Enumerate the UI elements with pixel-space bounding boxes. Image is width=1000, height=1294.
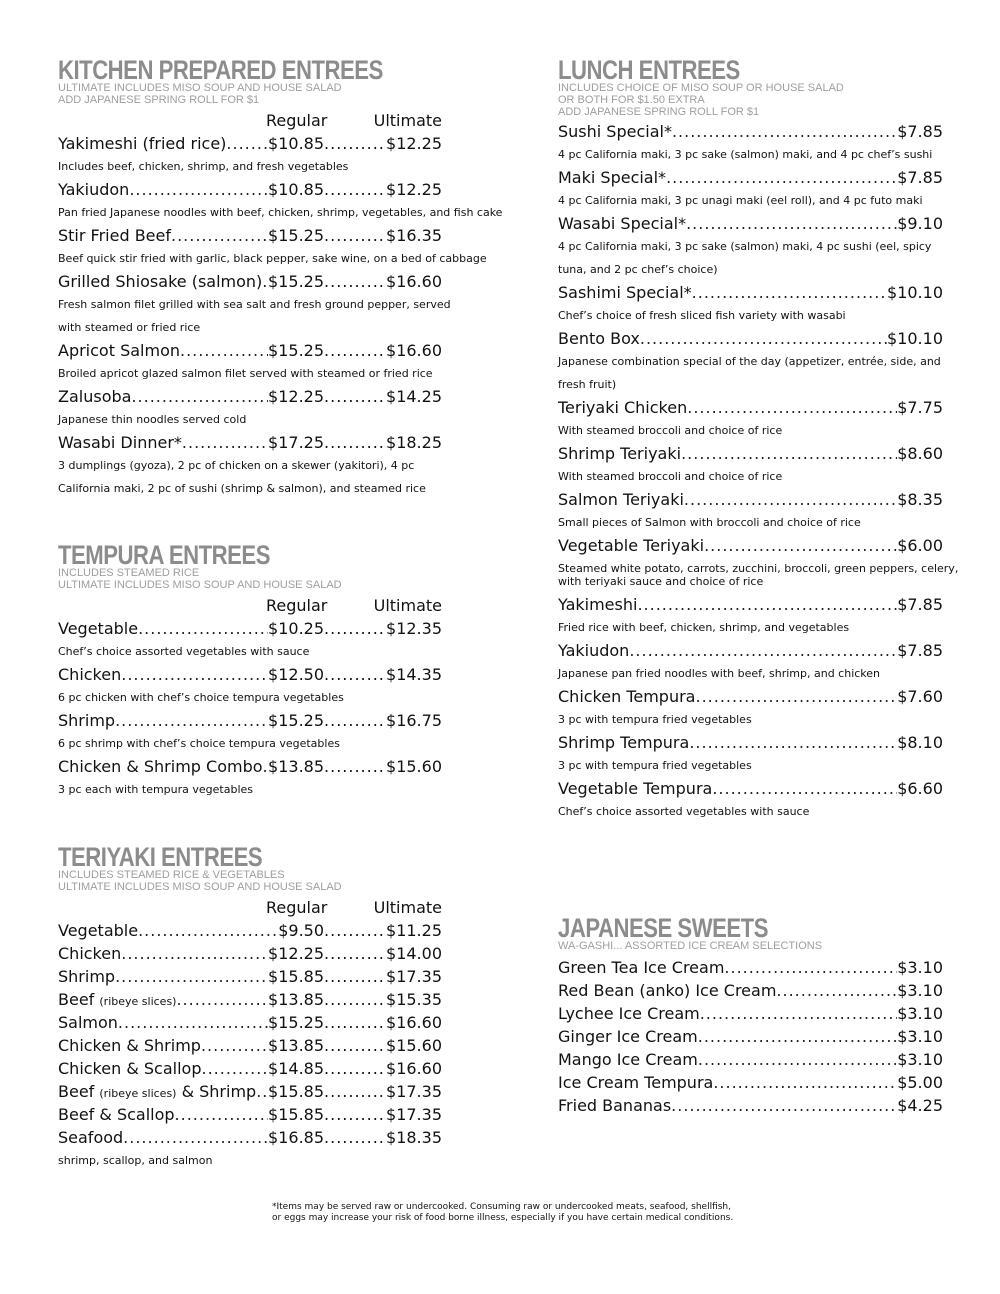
item-name: Teriyaki Chicken (558, 398, 688, 417)
item-price: $5.00 (897, 1073, 943, 1092)
menu-item (58, 339, 442, 362)
regular-price: $15.25 (268, 226, 325, 245)
menu-item (58, 178, 442, 201)
menu-item (558, 327, 943, 350)
leader-dots (324, 385, 386, 408)
column-header-regular: Regular (266, 111, 328, 130)
leader-dots (700, 1002, 897, 1025)
menu-item (558, 396, 943, 419)
item-name (58, 1057, 201, 1080)
item-name-text: Zalusoba (58, 387, 132, 406)
item-name-text: Chicken (58, 944, 122, 963)
item-description: Chef’s choice assorted vegetables with sauce (58, 645, 310, 658)
section-subtitle: INCLUDES CHOICE OF MISO SOUP OR HOUSE SALAD (558, 82, 844, 94)
section-subtitle: INCLUDES STEAMED RICE & VEGETABLES (58, 869, 285, 881)
item-name-text: Yakiudon (58, 180, 130, 199)
item-name-text: Yakimeshi (fried rice) (58, 134, 227, 153)
item-price: $6.60 (897, 779, 943, 798)
leader-dots (226, 132, 268, 155)
leader-dots (131, 385, 268, 408)
leader-dots (324, 942, 386, 965)
leader-dots (324, 755, 386, 778)
item-price: $6.00 (897, 536, 943, 555)
footnote (272, 1202, 742, 1224)
item-description: With steamed broccoli and choice of rice (558, 424, 783, 437)
ultimate-price: $16.60 (386, 1013, 442, 1032)
item-name (58, 965, 115, 988)
leader-dots (681, 442, 897, 465)
item-description: 3 pc with tempura fried vegetables (558, 713, 752, 726)
regular-price: $9.50 (278, 921, 325, 940)
item-name (58, 617, 138, 640)
leader-dots (324, 178, 386, 201)
leader-dots (324, 709, 386, 732)
menu-item (58, 663, 442, 686)
item-description: Includes beef, chicken, shrimp, and fresh vegetables (58, 160, 349, 173)
item-name-text: Shrimp (58, 711, 116, 730)
ultimate-price: $18.25 (386, 433, 442, 452)
item-description: fresh fruit) (558, 378, 617, 391)
teriyaki-note: shrimp, scallop, and salmon (58, 1154, 213, 1167)
tempura-entrees-section (58, 540, 442, 801)
menu-item (558, 1071, 943, 1094)
item-name-note: (ribeye slices) (99, 1087, 177, 1100)
leader-dots (724, 956, 897, 979)
leader-dots (171, 224, 268, 247)
item-name-text: Salmon (58, 1013, 118, 1032)
item-name: Vegetable Teriyaki (558, 536, 705, 555)
item-price: $3.10 (897, 1050, 943, 1069)
item-name: Sushi Special* (558, 122, 672, 141)
item-name-text: Beef (58, 1082, 95, 1101)
menu-item (58, 755, 442, 778)
menu-item (558, 212, 943, 235)
item-name (58, 385, 131, 408)
leader-dots (129, 178, 268, 201)
item-description-line: with teriyaki sauce and choice of rice (558, 575, 764, 588)
japanese-sweets-section (558, 913, 943, 1117)
item-name-text: Stir Fried Beef (58, 226, 171, 245)
ultimate-price: $17.35 (386, 967, 442, 986)
column-headers (58, 896, 442, 919)
regular-price: $15.25 (268, 341, 325, 360)
leader-dots (121, 942, 268, 965)
item-price: $3.10 (897, 1027, 943, 1046)
item-name: Mango Ice Cream (558, 1050, 698, 1069)
menu-item (58, 1103, 442, 1126)
item-name (58, 132, 226, 155)
column-header-ultimate: Ultimate (373, 111, 442, 130)
lunch-entrees-section (558, 55, 959, 823)
item-name (58, 988, 176, 1013)
item-description (558, 557, 959, 593)
item-name (58, 942, 121, 965)
item-description: Japanese combination special of the day (appetizer, entrée, side, and (558, 355, 941, 368)
ultimate-price: $16.75 (386, 711, 442, 730)
item-name: Bento Box (558, 329, 640, 348)
item-description: 6 pc shrimp with chef’s choice tempura vegetables (58, 737, 340, 750)
ultimate-price: $12.35 (386, 619, 442, 638)
item-name-text: Chicken & Shrimp Combo (58, 757, 263, 776)
menu-item (558, 593, 943, 616)
leader-dots (686, 212, 897, 235)
column-header-ultimate: Ultimate (373, 898, 442, 917)
regular-price: $12.25 (268, 944, 325, 963)
regular-price: $17.25 (268, 433, 325, 452)
leader-dots (695, 685, 897, 708)
menu-item (58, 431, 442, 454)
ultimate-price: $14.25 (386, 387, 442, 406)
regular-price: $13.85 (268, 1036, 325, 1055)
regular-price: $15.25 (268, 272, 325, 291)
item-name-text: Chicken (58, 665, 122, 684)
item-description: 3 pc with tempura fried vegetables (558, 759, 752, 772)
leader-dots (121, 663, 268, 686)
item-name-note: (ribeye slices) (99, 995, 177, 1008)
menu-item (58, 385, 442, 408)
item-description: tuna, and 2 pc chef’s choice) (558, 263, 718, 276)
leader-dots (115, 709, 268, 732)
regular-price: $15.85 (268, 1082, 325, 1101)
teriyaki-entrees-section (58, 842, 442, 1172)
ultimate-price: $17.35 (386, 1105, 442, 1124)
menu-item (558, 281, 943, 304)
menu-item (558, 685, 943, 708)
item-description: Small pieces of Salmon with broccoli and choice of rice (558, 516, 861, 529)
leader-dots (256, 1080, 268, 1103)
item-name-text: Apricot Salmon (58, 341, 180, 360)
menu-item (58, 1034, 442, 1057)
column-header-regular: Regular (266, 898, 328, 917)
item-price: $3.10 (897, 1004, 943, 1023)
item-price: $10.10 (887, 329, 943, 348)
menu-item (558, 166, 943, 189)
leader-dots (324, 1057, 386, 1080)
menu-item (558, 956, 943, 979)
regular-price: $12.25 (268, 387, 325, 406)
item-name: Yakimeshi (558, 595, 638, 614)
menu-item (558, 1048, 943, 1071)
leader-dots (180, 339, 268, 362)
regular-price: $12.50 (268, 665, 325, 684)
menu-item (558, 1094, 943, 1117)
leader-dots (629, 639, 897, 662)
item-description: 3 pc each with tempura vegetables (58, 783, 254, 796)
footnote-line: or eggs may increase your risk of food borne illness, especially if you have certain medical conditions. (272, 1213, 734, 1223)
leader-dots (713, 1071, 897, 1094)
leader-dots (689, 731, 897, 754)
leader-dots (324, 617, 386, 640)
item-description: 4 pc California maki, 3 pc sake (salmon) maki, 4 pc sushi (eel, spicy (558, 240, 932, 253)
item-price: $7.85 (897, 595, 943, 614)
item-name (58, 1103, 175, 1126)
item-name-text: Grilled Shiosake (salmon) (58, 272, 263, 291)
ultimate-price: $12.25 (386, 134, 442, 153)
regular-price: $13.85 (268, 990, 325, 1009)
item-name: Chicken Tempura (558, 687, 696, 706)
menu-item (58, 617, 442, 640)
leader-dots (324, 224, 386, 247)
leader-dots (692, 281, 887, 304)
menu-item (558, 639, 943, 662)
item-name-text: Chicken & Shrimp (58, 1036, 201, 1055)
item-name: Ginger Ice Cream (558, 1027, 698, 1046)
ultimate-price: $16.60 (386, 341, 442, 360)
item-price: $7.85 (897, 168, 943, 187)
item-name-text: Vegetable (58, 921, 139, 940)
item-description: Chef’s choice assorted vegetables with sauce (558, 805, 810, 818)
item-name-text: Beef (58, 990, 95, 1009)
ultimate-price: $17.35 (386, 1082, 442, 1101)
ultimate-price: $16.60 (386, 1059, 442, 1078)
menu-item (558, 120, 943, 143)
leader-dots (324, 663, 386, 686)
item-price: $8.60 (897, 444, 943, 463)
item-name (58, 1034, 201, 1057)
menu-item (58, 988, 442, 1011)
leader-dots (324, 1103, 386, 1126)
item-price: $9.10 (897, 214, 943, 233)
item-price: $8.35 (897, 490, 943, 509)
column-headers (58, 109, 442, 132)
menu-item (58, 919, 442, 942)
item-name (58, 919, 138, 942)
item-name: Shrimp Tempura (558, 733, 690, 752)
item-description: Broiled apricot glazed salmon filet served with steamed or fried rice (58, 367, 433, 380)
menu-item (558, 534, 943, 557)
menu-item (58, 132, 442, 155)
item-description: Fresh salmon filet grilled with sea salt and fresh ground pepper, served (58, 298, 451, 311)
leader-dots (324, 1011, 386, 1034)
section-subtitle: WA-GASHI... ASSORTED ICE CREAM SELECTIONS (558, 940, 823, 952)
regular-price: $10.85 (268, 134, 325, 153)
regular-price: $15.85 (268, 967, 325, 986)
menu-item (58, 1057, 442, 1080)
menu-item (558, 1002, 943, 1025)
leader-dots (324, 1034, 386, 1057)
ultimate-price: $14.00 (386, 944, 442, 963)
menu-item (58, 1080, 442, 1103)
item-name: Red Bean (anko) Ice Cream (558, 981, 777, 1000)
item-description: with steamed or fried rice (58, 321, 201, 334)
leader-dots (640, 327, 887, 350)
item-price: $7.85 (897, 641, 943, 660)
kitchen-prepared-entrees-section (58, 55, 503, 500)
menu-item (558, 979, 943, 1002)
ultimate-price: $15.60 (386, 757, 442, 776)
item-name: Maki Special* (558, 168, 667, 187)
leader-dots (115, 965, 268, 988)
item-name-text: Vegetable (58, 619, 139, 638)
menu-item (558, 731, 943, 754)
item-description: Pan fried Japanese noodles with beef, chicken, shrimp, vegetables, and fish cake (58, 206, 503, 219)
regular-price: $15.25 (268, 1013, 325, 1032)
item-description: California maki, 2 pc of sushi (shrimp & salmon), and steamed rice (58, 482, 426, 495)
leader-dots (672, 120, 897, 143)
ultimate-price: $18.35 (386, 1128, 442, 1147)
menu-item (58, 270, 442, 293)
leader-dots (637, 593, 897, 616)
item-name (58, 178, 129, 201)
menu-item (58, 1126, 442, 1149)
item-name: Ice Cream Tempura (558, 1073, 714, 1092)
leader-dots (671, 1094, 897, 1117)
leader-dots (123, 1126, 268, 1149)
menu-item (58, 942, 442, 965)
item-price: $7.60 (897, 687, 943, 706)
item-description: Beef quick stir fried with garlic, black pepper, sake wine, on a bed of cabbage (58, 252, 487, 265)
item-description: 4 pc California maki, 3 pc unagi maki (eel roll), and 4 pc futo maki (558, 194, 923, 207)
ultimate-price: $14.35 (386, 665, 442, 684)
leader-dots (175, 1103, 268, 1126)
ultimate-price: $16.60 (386, 272, 442, 291)
section-subtitle: ULTIMATE INCLUDES MISO SOUP AND HOUSE SALAD (58, 82, 342, 94)
section-title: TERIYAKI ENTREES (58, 842, 263, 872)
section-subtitle: ADD JAPANESE SPRING ROLL FOR $1 (558, 106, 760, 118)
section-subtitle: ADD JAPANESE SPRING ROLL FOR $1 (58, 94, 260, 106)
leader-dots (324, 431, 386, 454)
menu-item (558, 442, 943, 465)
leader-dots (138, 919, 278, 942)
item-name: Yakiudon (558, 641, 630, 660)
item-description: Chef’s choice of fresh sliced fish variety with wasabi (558, 309, 846, 322)
leader-dots (324, 919, 386, 942)
item-name-text: Shrimp (58, 967, 116, 986)
item-price: $3.10 (897, 981, 943, 1000)
leader-dots (712, 777, 897, 800)
leader-dots (324, 1126, 386, 1149)
item-description: Japanese pan fried noodles with beef, shrimp, and chicken (558, 667, 881, 680)
section-subtitle: ULTIMATE INCLUDES MISO SOUP AND HOUSE SALAD (58, 579, 342, 591)
section-subtitle: ULTIMATE INCLUDES MISO SOUP AND HOUSE SALAD (58, 881, 342, 893)
leader-dots (698, 1048, 897, 1071)
item-name (58, 431, 182, 454)
item-name (58, 663, 121, 686)
leader-dots (324, 965, 386, 988)
item-description: Japanese thin noodles served cold (58, 413, 247, 426)
regular-price: $10.85 (268, 180, 325, 199)
item-name: Fried Bananas (558, 1096, 672, 1115)
footnote-line: *Items may be served raw or undercooked. Consuming raw or undercooked meats, seafood, shellfish, (272, 1202, 731, 1212)
item-price: $3.10 (897, 958, 943, 977)
item-description-line: Steamed white potato, carrots, zucchini, broccoli, green peppers, celery, (558, 562, 959, 575)
item-name-text: Wasabi Dinner* (58, 433, 182, 452)
item-price: $8.10 (897, 733, 943, 752)
item-description: 3 dumplings (gyoza), 2 pc of chicken on a skewer (yakitori), 4 pc (58, 459, 415, 472)
item-price: $7.85 (897, 122, 943, 141)
column-header-regular: Regular (266, 596, 328, 615)
menu-item (58, 709, 442, 732)
section-title: TEMPURA ENTREES (58, 540, 270, 570)
section-title: JAPANESE SWEETS (558, 913, 768, 943)
section-title: LUNCH ENTREES (558, 55, 740, 85)
item-name: Lychee Ice Cream (558, 1004, 700, 1023)
regular-price: $13.85 (268, 757, 325, 776)
item-description: Fried rice with beef, chicken, shrimp, and vegetables (558, 621, 850, 634)
ultimate-price: $12.25 (386, 180, 442, 199)
leader-dots (684, 488, 897, 511)
item-price: $10.10 (887, 283, 943, 302)
leader-dots (324, 132, 386, 155)
menu-item (58, 965, 442, 988)
item-name-text: Seafood (58, 1128, 124, 1147)
regular-price: $15.25 (268, 711, 325, 730)
item-description: 4 pc California maki, 3 pc sake (salmon) maki, and 4 pc chef’s sushi (558, 148, 933, 161)
leader-dots (201, 1034, 268, 1057)
leader-dots (687, 396, 897, 419)
column-header-ultimate: Ultimate (373, 596, 442, 615)
menu-item (558, 1025, 943, 1048)
item-name (58, 270, 262, 293)
section-title: KITCHEN PREPARED ENTREES (58, 55, 383, 85)
item-name (58, 1080, 256, 1105)
regular-price: $15.85 (268, 1105, 325, 1124)
item-description: 6 pc chicken with chef’s choice tempura vegetables (58, 691, 344, 704)
column-headers (58, 594, 442, 617)
leader-dots (324, 1080, 386, 1103)
item-price: $7.75 (897, 398, 943, 417)
item-price: $4.25 (897, 1096, 943, 1115)
leader-dots (704, 534, 897, 557)
regular-price: $10.25 (268, 619, 325, 638)
item-name: Green Tea Ice Cream (558, 958, 725, 977)
leader-dots (324, 988, 386, 1011)
item-name (58, 1126, 123, 1149)
section-subtitle: OR BOTH FOR $1.50 EXTRA (558, 94, 705, 106)
regular-price: $16.85 (268, 1128, 325, 1147)
leader-dots (666, 166, 897, 189)
leader-dots (138, 617, 268, 640)
leader-dots (176, 988, 268, 1011)
item-name: Salmon Teriyaki (558, 490, 684, 509)
menu-item (58, 224, 442, 247)
leader-dots (201, 1057, 268, 1080)
regular-price: $14.85 (268, 1059, 325, 1078)
item-name (58, 339, 180, 362)
item-name: Sashimi Special* (558, 283, 692, 302)
item-name-text: Beef & Scallop (58, 1105, 175, 1124)
item-name-rest: & Shrimp (181, 1082, 257, 1101)
leader-dots (324, 339, 386, 362)
leader-dots (698, 1025, 897, 1048)
item-description: With steamed broccoli and choice of rice (558, 470, 783, 483)
ultimate-price: $15.60 (386, 1036, 442, 1055)
section-subtitle: INCLUDES STEAMED RICE (58, 567, 200, 579)
item-name: Shrimp Teriyaki (558, 444, 682, 463)
item-name (58, 755, 263, 778)
item-name (58, 224, 171, 247)
item-name: Vegetable Tempura (558, 779, 713, 798)
menu-item (558, 488, 943, 511)
leader-dots (118, 1011, 268, 1034)
ultimate-price: $16.35 (386, 226, 442, 245)
leader-dots (776, 979, 897, 1002)
ultimate-price: $11.25 (386, 921, 442, 940)
item-name: Wasabi Special* (558, 214, 687, 233)
item-name (58, 1011, 118, 1034)
menu-item (58, 1011, 442, 1034)
item-name-text: Chicken & Scallop (58, 1059, 202, 1078)
item-name (58, 709, 115, 732)
leader-dots (182, 431, 268, 454)
leader-dots (324, 270, 386, 293)
menu-item (558, 777, 943, 800)
ultimate-price: $15.35 (386, 990, 442, 1009)
